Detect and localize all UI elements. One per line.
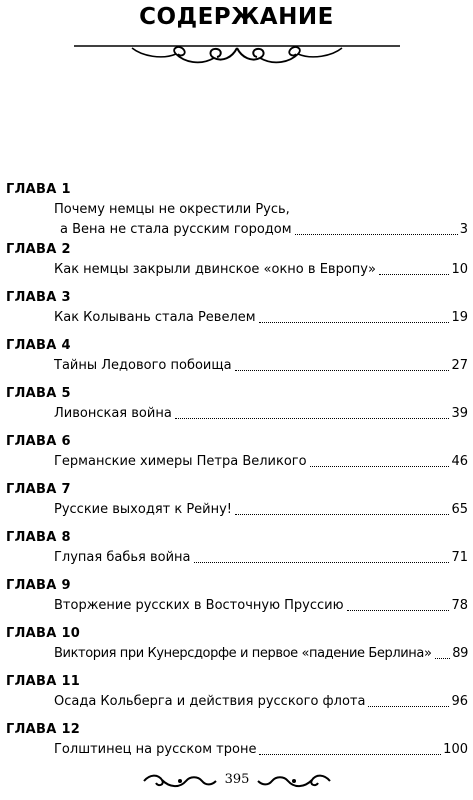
page-number: 19 — [451, 310, 468, 325]
chapter-title-link[interactable] — [54, 404, 468, 424]
chapter-title-link[interactable] — [54, 308, 468, 328]
chapter-title: Глупая бабья война — [54, 550, 191, 565]
chapter-title: Как Колывань стала Ревелем — [54, 310, 256, 325]
chapter-label: ГЛАВА 1 — [6, 182, 71, 197]
toc-entry — [6, 434, 468, 482]
chapter-title-link[interactable] — [54, 692, 468, 712]
dot-leader — [259, 308, 450, 323]
toc-entry — [6, 386, 468, 434]
dot-leader — [175, 404, 450, 419]
page-number: 3 — [459, 222, 468, 237]
flourish-ornament-icon — [72, 36, 402, 72]
page-number: 46 — [451, 454, 468, 469]
dot-leader — [435, 644, 451, 659]
chapter-label: ГЛАВА 4 — [6, 338, 71, 353]
chapter-label: ГЛАВА 12 — [6, 722, 81, 737]
toc-entry — [6, 530, 468, 578]
page-number: 39 — [451, 406, 468, 421]
chapter-label: ГЛАВА 10 — [6, 626, 81, 641]
dot-leader — [235, 500, 449, 515]
dot-leader — [347, 596, 450, 611]
dot-leader — [259, 740, 441, 755]
page-title: СОДЕРЖАНИЕ — [139, 4, 334, 30]
chapter-label: ГЛАВА 11 — [6, 674, 81, 689]
chapter-title-link[interactable] — [54, 452, 468, 472]
toc-entry — [6, 578, 468, 626]
chapter-title: а Вена не стала русским городом — [60, 222, 292, 237]
chapter-title-link[interactable] — [54, 260, 468, 280]
page-number: 100 — [443, 742, 468, 757]
dot-leader — [368, 692, 449, 707]
chapter-label: ГЛАВА 9 — [6, 578, 71, 593]
dot-leader — [194, 548, 450, 563]
chapter-title-line: Почему немцы не окрестили Русь, — [54, 202, 290, 217]
chapter-title: Ливонская война — [54, 406, 172, 421]
chapter-label: ГЛАВА 8 — [6, 530, 71, 545]
chapter-title: Тайны Ледового побоища — [54, 358, 232, 373]
chapter-title: Осада Кольберга и действия русского флота — [54, 694, 366, 709]
page-number-footer: 395 — [224, 772, 250, 787]
page-number: 96 — [451, 694, 468, 709]
chapter-title: Вторжение русских в Восточную Пруссию — [54, 598, 344, 613]
chapter-title: Голштинец на русском троне — [54, 742, 257, 757]
chapter-title: Как немцы закрыли двинское «окно в Европу» — [54, 262, 376, 277]
toc-entry — [6, 674, 468, 722]
toc-entry — [6, 482, 468, 530]
chapter-label: ГЛАВА 3 — [6, 290, 71, 305]
dot-leader — [235, 356, 450, 371]
page-number: 71 — [451, 550, 468, 565]
chapter-title-link[interactable] — [54, 548, 468, 568]
flourish-ornament-icon — [254, 772, 334, 790]
toc-entry — [6, 722, 468, 770]
chapter-label: ГЛАВА 6 — [6, 434, 71, 449]
chapter-title-link[interactable] — [54, 740, 468, 760]
chapter-title-link[interactable] — [54, 356, 468, 376]
chapter-title: Германские химеры Петра Великого — [54, 454, 307, 469]
toc-entry — [6, 626, 468, 674]
chapter-title-link[interactable] — [54, 596, 468, 616]
toc-entry — [6, 182, 468, 242]
dot-leader — [379, 260, 450, 275]
dot-leader — [295, 220, 458, 235]
flourish-ornament-icon — [140, 772, 220, 790]
page-number: 65 — [451, 502, 468, 517]
chapter-label: ГЛАВА 2 — [6, 242, 71, 257]
chapter-title: Русские выходят к Рейну! — [54, 502, 233, 517]
chapter-label: ГЛАВА 7 — [6, 482, 71, 497]
toc-entry — [6, 290, 468, 338]
dot-leader — [310, 452, 450, 467]
page-number: 78 — [451, 598, 468, 613]
page-number: 89 — [452, 646, 468, 661]
chapter-title-link[interactable] — [54, 644, 468, 664]
page-number: 27 — [451, 358, 468, 373]
toc-entry — [6, 242, 468, 290]
chapter-title-link[interactable] — [54, 500, 468, 520]
chapter-title: Виктория при Кунерсдорфе и первое «падение Берлина» — [54, 646, 432, 661]
page-number: 10 — [451, 262, 468, 277]
table-of-contents — [6, 182, 468, 770]
chapter-title-link[interactable] — [54, 200, 468, 240]
chapter-label: ГЛАВА 5 — [6, 386, 71, 401]
page-footer — [0, 770, 473, 792]
toc-entry — [6, 338, 468, 386]
